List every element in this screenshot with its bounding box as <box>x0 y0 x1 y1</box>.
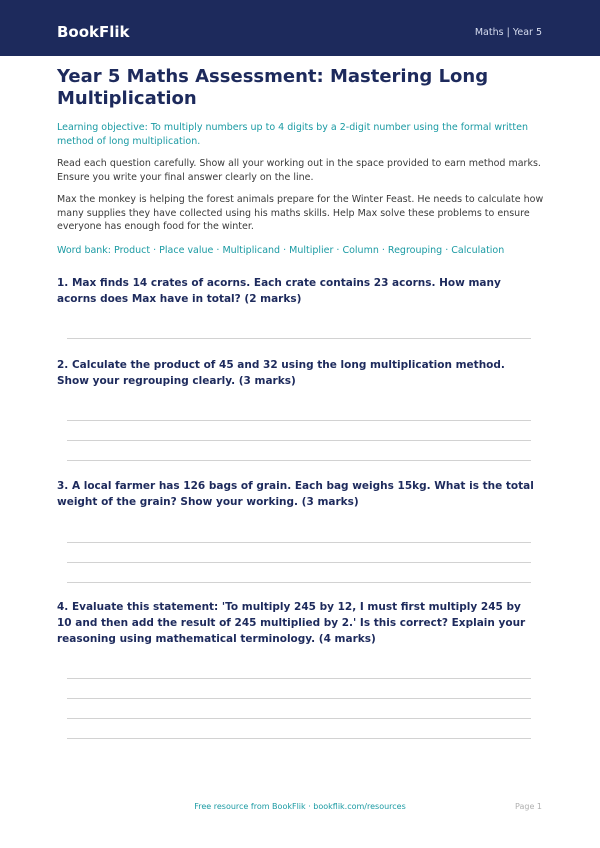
word-bank: Word bank: Product · Place value · Multiplicand · Multiplier · Column · Regrouping · Calculation <box>57 245 505 256</box>
question-3: 3. A local farmer has 126 bags of grain. Each bag weighs 15kg. What is the total weight of the grain? Show your working. (3 marks) <box>57 480 534 508</box>
page-number: Page 1 <box>515 802 542 811</box>
question-2: 2. Calculate the product of 45 and 32 using the long multiplication method. Show your regrouping clearly. (3 marks) <box>57 359 505 387</box>
answer-line[interactable] <box>67 698 531 699</box>
answer-line[interactable] <box>67 738 531 739</box>
question-1: 1. Max finds 14 crates of acorns. Each crate contains 23 acorns. How many acorns does Max have in total? (2 marks) <box>57 277 501 305</box>
instructions-paragraph: Read each question carefully. Show all your working out in the space provided to earn method marks. Ensure you write your final answer clearly on the line. <box>57 158 541 183</box>
answer-line[interactable] <box>67 338 531 339</box>
header-bar <box>0 0 600 56</box>
answer-line[interactable] <box>67 440 531 441</box>
answer-line[interactable] <box>67 678 531 679</box>
question-4: 4. Evaluate this statement: 'To multiply 245 by 12, I must first multiply 245 by 10 and then add the result of 245 multiplied by 2.' Is this correct? Explain your reasoning using mathematical terminology. (4 marks) <box>57 601 526 645</box>
brand-logo[interactable]: BookFlik <box>57 23 130 41</box>
footer-credit[interactable]: Free resource from BookFlik · bookflik.com/resources <box>194 802 406 811</box>
answer-line[interactable] <box>67 460 531 461</box>
learning-objective: Learning objective: To multiply numbers up to 4 digits by a 2-digit number using the formal written method of long multiplication. <box>57 122 528 147</box>
answer-line[interactable] <box>67 582 531 583</box>
page-title: Year 5 Maths Assessment: Mastering Long Multiplication <box>57 66 489 109</box>
answer-line[interactable] <box>67 562 531 563</box>
breadcrumb: Maths | Year 5 <box>474 27 542 38</box>
answer-line[interactable] <box>67 420 531 421</box>
answer-line[interactable] <box>67 718 531 719</box>
story-paragraph: Max the monkey is helping the forest animals prepare for the Winter Feast. He needs to calculate how many supplies they have collected using his maths skills. Help Max solve these problems to ensure everyone has enough food for the winter. <box>57 194 544 232</box>
answer-line[interactable] <box>67 542 531 543</box>
